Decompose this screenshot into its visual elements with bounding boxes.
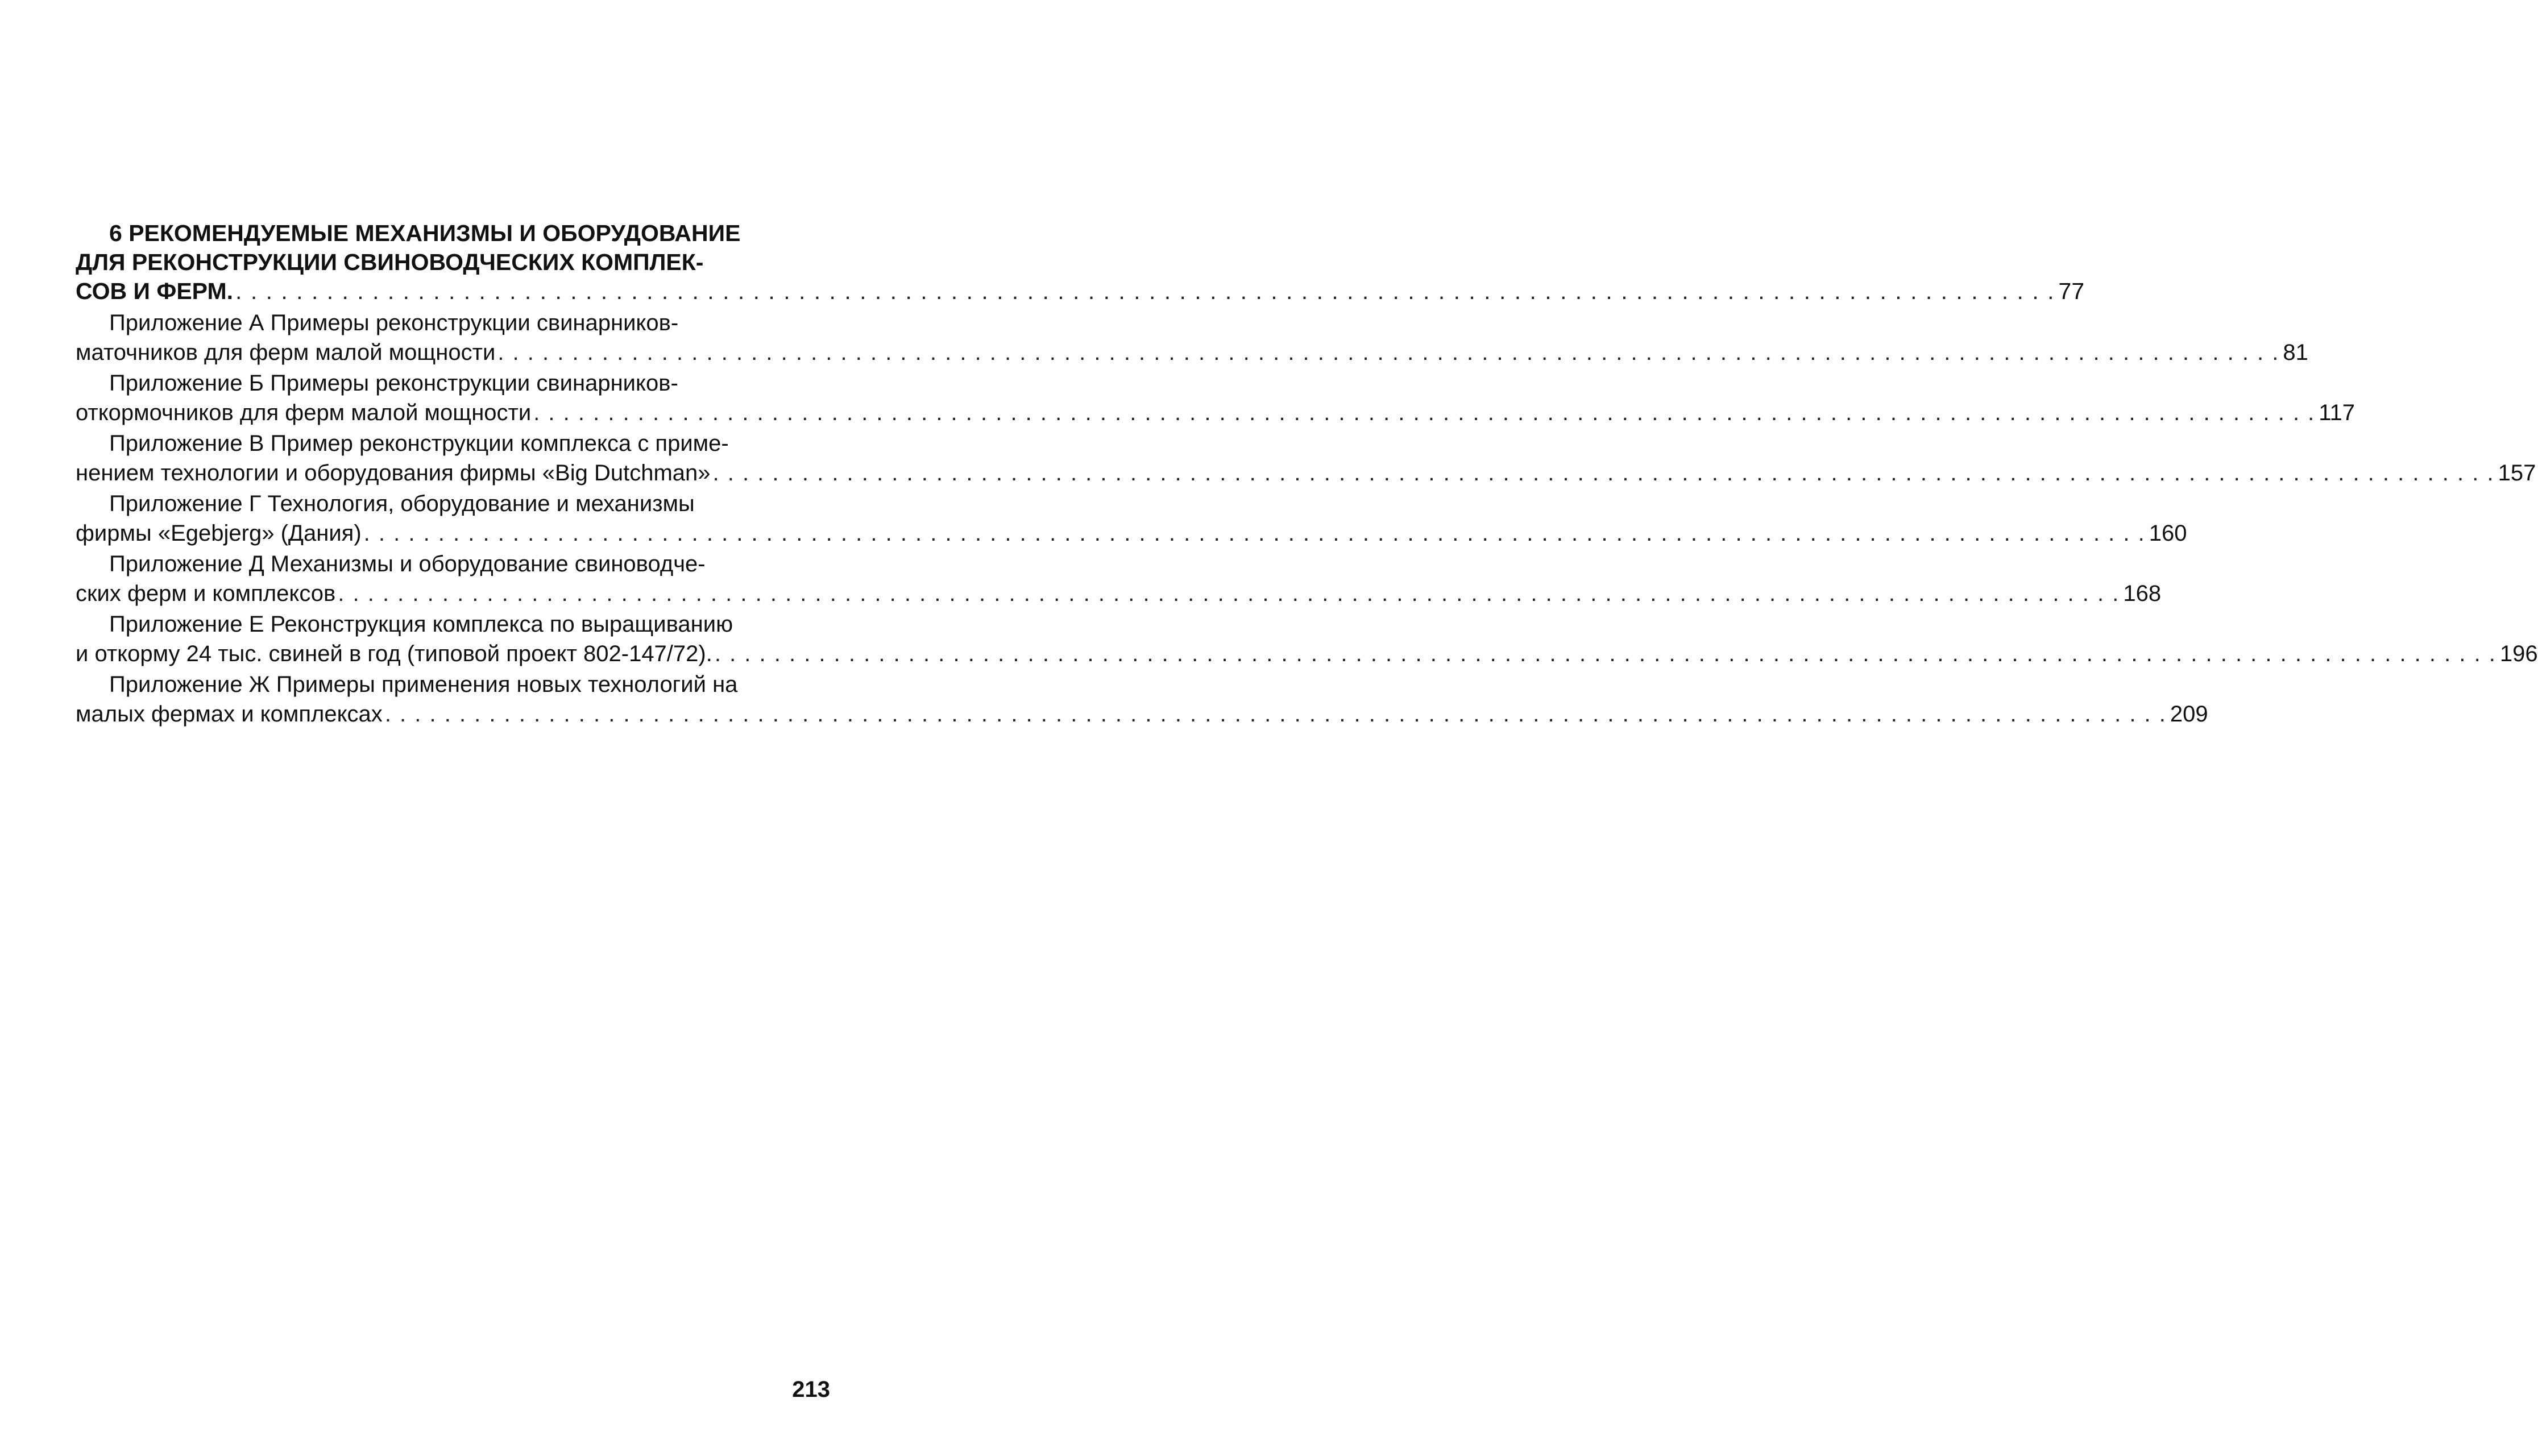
toc-entry-last-line [76, 277, 2085, 306]
toc-page-number: 209 [2170, 702, 2208, 727]
dot-leader: . . . . . . . . . . . . . . . . . . . . . . . . . . . . . . . . . . . . . . . . . . . . . . . . . . . . . . . . . . . . . . . . . . . . . . . . . . . . . . . . . . . . . . . . . . . . . . . . . . . . . . . . . . . . . . . . . . . . . . . . [384, 702, 2167, 727]
page-number: 213 [792, 1377, 830, 1402]
toc-page-number: 77 [2058, 278, 2085, 304]
toc-page-number: 81 [2283, 340, 2308, 365]
toc-entry-title-line: нением технологии и оборудования фирмы «Big Dutchman» [76, 461, 711, 486]
toc-entry-title-line: ских ферм и комплексов [76, 581, 336, 606]
toc-entry-title-line: СОВ И ФЕРМ. [76, 278, 234, 304]
toc-entry-title-line: Приложение Б Примеры реконструкции свинарников- [109, 371, 678, 396]
toc-entry-chapter-6 [76, 219, 2085, 306]
toc-entry-title-line: откормочников для ферм малой мощности [76, 400, 532, 425]
toc-entry-appendix-v [76, 429, 2536, 488]
toc-entry-title-line: и откорму 24 тыс. свиней в год (типовой проект 802-147/72). [76, 641, 712, 666]
toc-entry-title-line: ДЛЯ РЕКОНСТРУКЦИИ СВИНОВОДЧЕСКИХ КОМПЛЕК- [76, 249, 704, 275]
toc-entry-title-line: Приложение Д Механизмы и оборудование свиноводче- [109, 551, 706, 576]
toc-entry-last-line [76, 458, 2536, 488]
dot-leader: . . . . . . . . . . . . . . . . . . . . . . . . . . . . . . . . . . . . . . . . . . . . . . . . . . . . . . . . . . . . . . . . . . . . . . . . . . . . . . . . . . . . . . . . . . . . . . . . . . . . . . . . . . . . . . . . . . . . . . . . [712, 461, 2495, 486]
toc-entry-last-line [76, 518, 2187, 548]
toc-entry-title-line: Приложение Г Технология, оборудование и механизмы [109, 491, 695, 516]
toc-page-number: 160 [2149, 521, 2187, 546]
toc-entry-title-line: фирмы «Egebjerg» (Дания) [76, 521, 362, 546]
toc-entry-last-line [76, 338, 2308, 367]
toc-entry-title-line: 6 РЕКОМЕНДУЕМЫЕ МЕХАНИЗМЫ И ОБОРУДОВАНИЕ [109, 220, 741, 246]
toc-entry-last-line [76, 579, 2162, 608]
toc-entry-last-line [76, 398, 2355, 428]
dot-leader: . . . . . . . . . . . . . . . . . . . . . . . . . . . . . . . . . . . . . . . . . . . . . . . . . . . . . . . . . . . . . . . . . . . . . . . . . . . . . . . . . . . . . . . . . . . . . . . . . . . . . . . . . . . . . . . . . . . . . . . . [714, 641, 2496, 666]
toc-entry-title-line: Приложение А Примеры реконструкции свинарников- [109, 310, 679, 335]
toc-entry-title-line: Приложение В Пример реконструкции комплекса с приме- [109, 431, 729, 456]
dot-leader: . . . . . . . . . . . . . . . . . . . . . . . . . . . . . . . . . . . . . . . . . . . . . . . . . . . . . . . . . . . . . . . . . . . . . . . . . . . . . . . . . . . . . . . . . . . . . . . . . . . . . . . . . . . . . . . . . . . . . . . . [497, 340, 2280, 365]
toc-entry-title-line: маточников для ферм малой мощности [76, 340, 496, 365]
toc-entry-last-line [76, 639, 2538, 669]
dot-leader: . . . . . . . . . . . . . . . . . . . . . . . . . . . . . . . . . . . . . . . . . . . . . . . . . . . . . . . . . . . . . . . . . . . . . . . . . . . . . . . . . . . . . . . . . . . . . . . . . . . . . . . . . . . . . . . . . . . . . . . . [533, 400, 2316, 425]
toc-page-number: 168 [2123, 581, 2162, 606]
toc-entry-last-line [76, 699, 2208, 729]
toc-entry-appendix-d [76, 549, 2162, 608]
table-of-contents [76, 219, 2538, 730]
toc-page-number: 117 [2319, 400, 2355, 425]
toc-entry-appendix-g [76, 489, 2187, 548]
dot-leader: . . . . . . . . . . . . . . . . . . . . . . . . . . . . . . . . . . . . . . . . . . . . . . . . . . . . . . . . . . . . . . . . . . . . . . . . . . . . . . . . . . . . . . . . . . . . . . . . . . . . . . . . . . . . . . . . . . . . . . . . [235, 278, 2055, 304]
toc-entry-appendix-b [76, 368, 2355, 428]
toc-entry-appendix-zh [76, 670, 2208, 729]
dot-leader: . . . . . . . . . . . . . . . . . . . . . . . . . . . . . . . . . . . . . . . . . . . . . . . . . . . . . . . . . . . . . . . . . . . . . . . . . . . . . . . . . . . . . . . . . . . . . . . . . . . . . . . . . . . . . . . . . . . . . . . . [363, 521, 2146, 546]
toc-entry-title-line: Приложение Е Реконструкция комплекса по выращиванию [109, 612, 733, 637]
toc-entry-appendix-e [76, 609, 2538, 669]
toc-entry-title-line: Приложение Ж Примеры применения новых технологий на [109, 672, 738, 697]
toc-entry-title-line: малых фермах и комплексах [76, 702, 383, 727]
toc-page-number: 157 [2498, 461, 2536, 486]
toc-page-number: 196 [2499, 641, 2538, 666]
dot-leader: . . . . . . . . . . . . . . . . . . . . . . . . . . . . . . . . . . . . . . . . . . . . . . . . . . . . . . . . . . . . . . . . . . . . . . . . . . . . . . . . . . . . . . . . . . . . . . . . . . . . . . . . . . . . . . . . . . . . . . . . [338, 581, 2120, 606]
toc-entry-appendix-a [76, 308, 2308, 367]
